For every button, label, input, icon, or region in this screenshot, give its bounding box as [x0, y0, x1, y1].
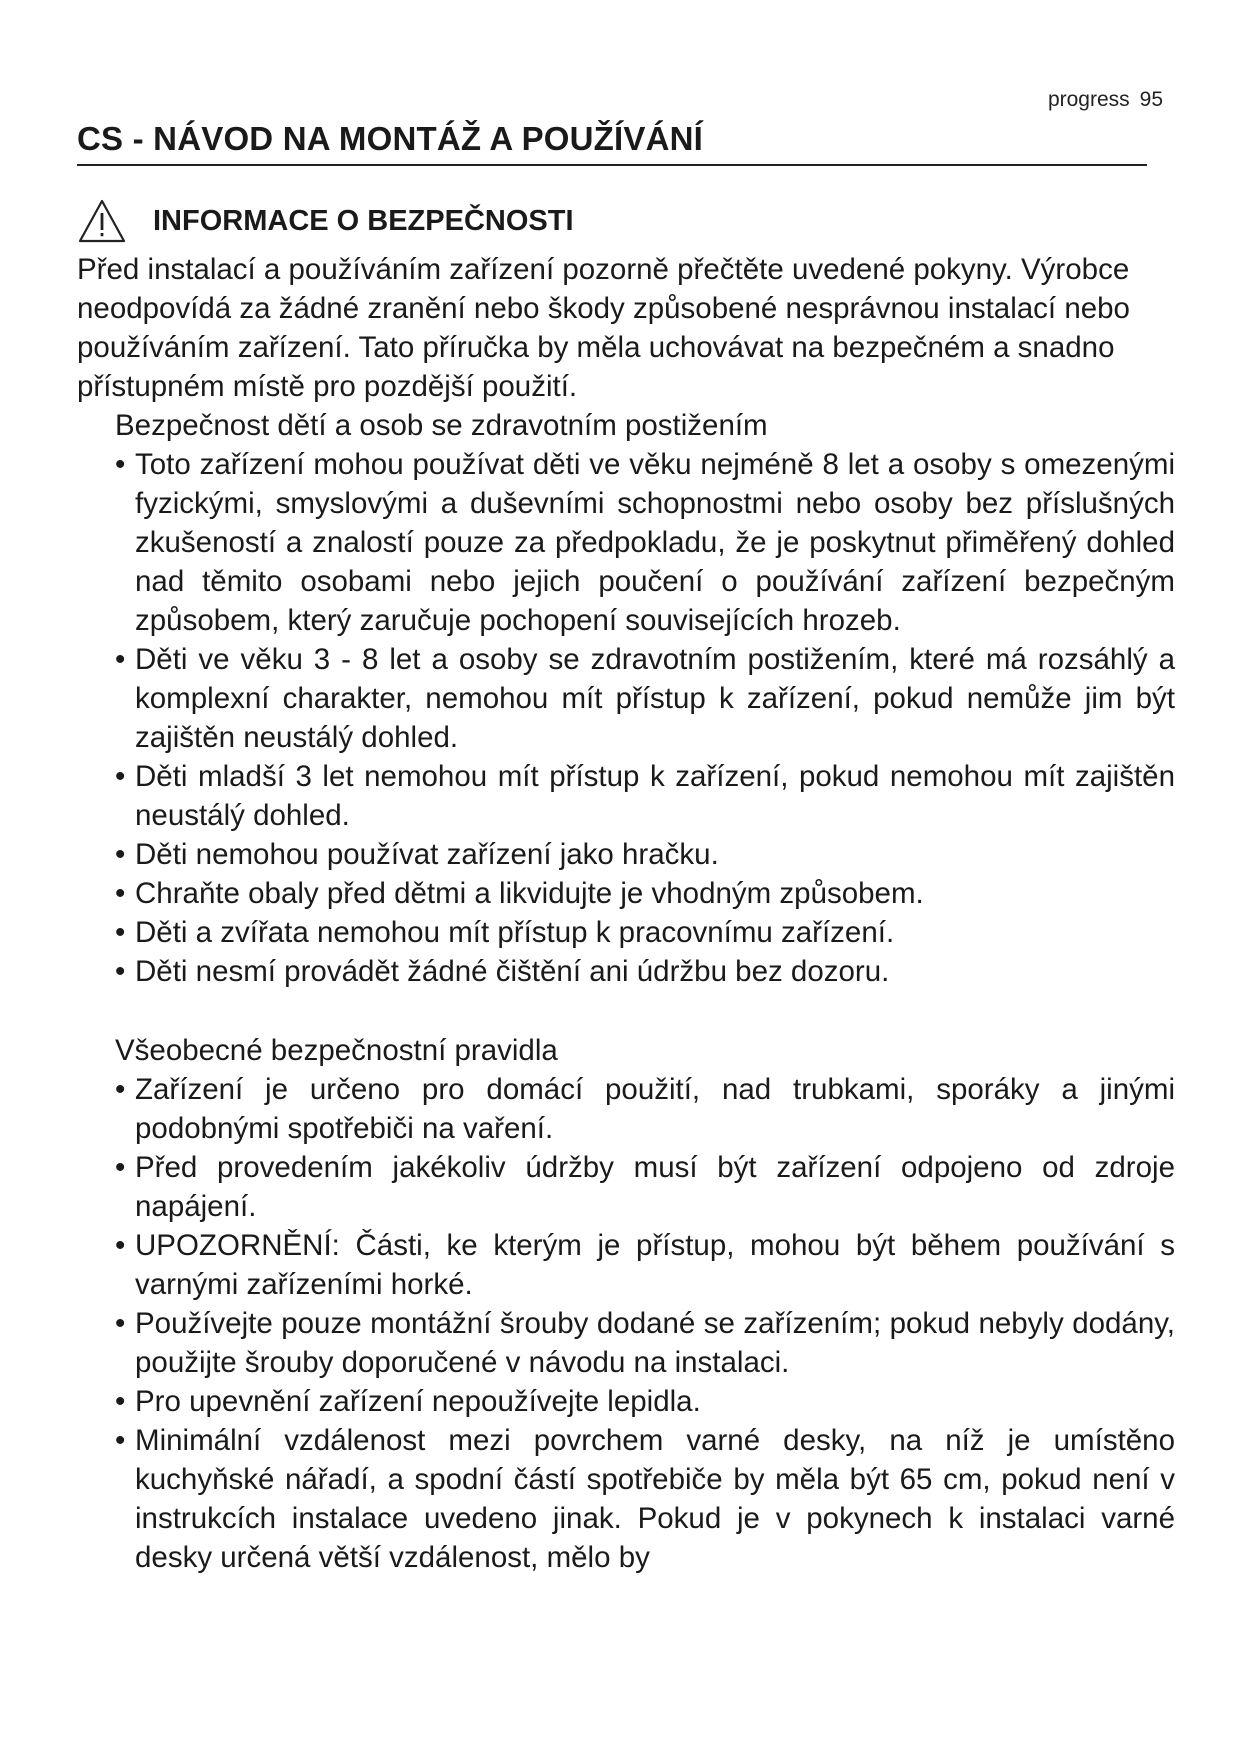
list-item: • Děti ve věku 3 - 8 let a osoby se zdravotním postižením, které má rozsáhlý a komplexní charakter, nemohou mít přístup k zařízení, pokud nemůže jim být zajištěn neustálý dohled.: [115, 640, 1175, 757]
list-item: • Minimální vzdálenost mezi povrchem varné desky, na níž je umístěno kuchyňské nářadí, a spodní částí spotřebiče by měla být 65 cm, pokud není v instrukcích instalace uvedeno jinak. Pokud je v pokynech k instalaci varné desky určená větší vzdálenost, mělo by: [115, 1421, 1175, 1577]
list-item: • Chraňte obaly před dětmi a likvidujte je vhodným způsobem.: [115, 874, 1175, 913]
list-item: • Před provedením jakékoliv údržby musí být zařízení odpojeno od zdroje napájení.: [115, 1148, 1175, 1226]
list-item: • Děti nemohou používat zařízení jako hračku.: [115, 835, 1175, 874]
list-item: • Toto zařízení mohou používat děti ve věku nejméně 8 let a osoby s omezenými fyzickými, smyslovými a duševními schopnostmi nebo osoby bez příslušných zkušeností a znalostí pouze za předpokladu, že je poskytnut přiměřený dohled nad těmito osobami nebo jejich poučení o používání zařízení bezpečným způsobem, který zaručuje pochopení souvisejících hrozeb.: [115, 445, 1175, 640]
list-item: • Pro upevnění zařízení nepoužívejte lepidla.: [115, 1382, 1175, 1421]
section-heading-text: INFORMACE O BEZPEČNOSTI: [153, 204, 574, 237]
list-item: • Děti nesmí provádět žádné čištění ani údržbu bez dozoru.: [115, 952, 1175, 991]
list-item: • Používejte pouze montážní šrouby dodané se zařízením; pokud nebyly dodány, použijte šrouby doporučené v návodu na instalaci.: [115, 1304, 1175, 1382]
list-item: • Děti mladší 3 let nemohou mít přístup k zařízení, pokud nemohou mít zajištěn neustálý dohled.: [115, 757, 1175, 835]
list-item: • UPOZORNĚNÍ: Části, ke kterým je přístup, mohou být během používání s varnými zařízeními horké.: [115, 1226, 1175, 1304]
general-safety-heading: Všeobecné bezpečnostní pravidla: [115, 1034, 558, 1067]
list-item: • Zařízení je určeno pro domácí použití, nad trubkami, sporáky a jinými podobnými spotřebiči na vaření.: [115, 1070, 1175, 1148]
page-number: 95: [1139, 88, 1163, 111]
document-title: CS - NÁVOD NA MONTÁŽ A POUŽÍVÁNÍ: [77, 120, 1147, 166]
section-heading: [77, 198, 574, 244]
child-safety-heading: Bezpečnost dětí a osob se zdravotním postižením: [115, 409, 768, 442]
brand-name: progress: [1047, 88, 1130, 111]
content: [77, 250, 1187, 1577]
page-header: [1048, 88, 1163, 112]
intro-paragraph: Před instalací a používáním zařízení pozorně přečtěte uvedené pokyny. Výrobce neodpovídá za žádné zranění nebo škody způsobené nesprávnou instalací nebo používáním zařízení. Tato příručka by měla uchovávat na bezpečném a snadno přístupném místě pro pozdější použití.: [77, 253, 1130, 403]
child-safety-list: [77, 445, 1187, 991]
list-item: • Děti a zvířata nemohou mít přístup k pracovnímu zařízení.: [115, 913, 1175, 952]
general-safety-list: [77, 1070, 1187, 1577]
warning-triangle-icon: [77, 198, 127, 244]
